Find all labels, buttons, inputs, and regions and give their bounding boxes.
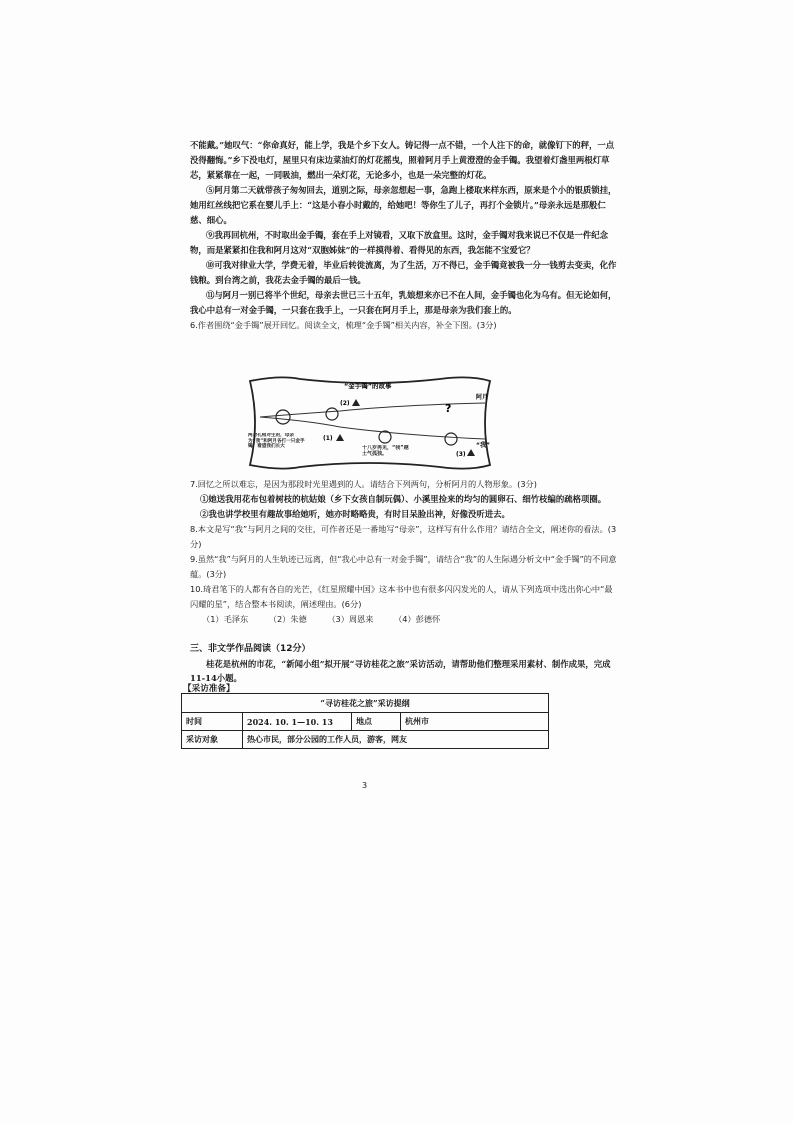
question-6: 6.作者围绕“金手镯”展开回忆。阅读全文，梳理“金手镯”相关内容，补全下图。(3分) — [190, 320, 497, 330]
passage-paragraph: ⑨我再回杭州，不时取出金手镯，套在手上对镜看，又取下放盒里。这时，金手镯对我来说已不仅是一件纪念物，而是紧紧扣住我和阿月这对“双胞姊妹”的一样摸得着、看得见的东西，我怎能不宝爱它？ — [190, 230, 608, 255]
passage-paragraph: ⑪与阿月一别已将半个世纪，母亲去世已三十五年，乳娘想来亦已不在人间，金手镯也化为乌有。但无论如何，我心中总有一对金手镯，一只套在我手上，一只套在阿月手上，那是母亲为我们套上的。 — [190, 290, 617, 315]
section-3-intro-text: 桂花是杭州的市花，“新闻小组”拟开展“寻访桂花之旅”采访活动，请帮助他们整理采用素材、制作成果，完成11-14小题。 — [190, 659, 611, 683]
node-circle — [445, 433, 457, 445]
page-number: 3 — [362, 781, 368, 790]
label-ayue: 阿月 — [476, 394, 489, 401]
section-3-title: 三、非文学作品阅读（12分） — [190, 644, 311, 654]
option-item: （4）彭德怀 — [394, 614, 441, 624]
place-value: 杭州市 — [401, 713, 549, 731]
blank-1-label: (1) — [323, 435, 333, 442]
interview-outline-table — [181, 693, 549, 749]
question-mark: ? — [445, 402, 452, 415]
bracelet-story-diagram — [240, 373, 498, 473]
time-label: 时间 — [182, 713, 243, 731]
marker-triangle — [352, 399, 360, 406]
reading-passage — [190, 138, 620, 333]
option-item: （1）毛泽东 — [202, 614, 249, 624]
section-3-intro — [190, 657, 620, 685]
table-caption: “寻访桂花之旅”采访提纲 — [182, 694, 549, 713]
note-middle-box — [362, 445, 412, 465]
note-middle: 十八岁再见，“我”越土气孤独。 — [362, 445, 409, 457]
note-left: 两对孔相对生的，母亲为“我”和阿月各打一只金手镯，看望我们长大 — [248, 433, 305, 450]
questions-block — [190, 477, 620, 627]
question-9: 9.虽然“我”与阿月的人生轨迹已远离，但“我心中总有一对金手镯”，请结合“我”的人生际遇分析文中“金手镯”的不同意蕴。(3分) — [190, 554, 617, 579]
question-7-sentence-1: ①她送我用花布包着树枝的杭姑娘（乡下女孩自制玩偶）、小溪里捡来的均匀的圆卵石、细竹枝编的疏格项圈。 — [200, 494, 607, 504]
target-value: 热心市民，部分公园的工作人员，游客，网友 — [243, 731, 549, 749]
node-circle — [326, 408, 338, 420]
option-item: （3）周恩来 — [327, 614, 374, 624]
question-10: 10.琦君笔下的人都有各自的光芒，《红星照耀中国》这本书中也有很多闪闪发光的人，请从下列选项中选出你心中“最闪耀的星”，结合整本书阅读，阐述理由。(6分) — [190, 584, 613, 609]
blank-2-label: (2) — [340, 400, 350, 407]
marker-triangle — [467, 449, 475, 456]
time-value: 2024. 10. 1—10. 13 — [243, 713, 352, 731]
blank-3-label: (3) — [456, 451, 466, 458]
passage-paragraph: ⑤阿月第二天就带孩子匆匆回去，道别之际，母亲忽想起一事，急跑上楼取来样东西，原来是个小的银质锁挂，她用红丝线把它系在婴儿手上：“这是小春小时戴的，给她吧！等你生了儿子，再打个金锁片。”母亲永远是那般仁慈、细心。 — [190, 185, 617, 225]
table-row — [182, 713, 549, 731]
option-item: （2）朱德 — [268, 614, 307, 624]
question-8: 8.本文是写“我”与阿月之间的交往，可作者还是一番地写“母亲”，这样写有什么作用？请结合全文，阐述你的看法。(3分) — [190, 524, 617, 549]
question-7: 7.回忆之所以难忘，是因为那段时光里遇到的人。请结合下列两句，分析阿月的人物形象。(3分) — [190, 479, 537, 489]
table-row — [182, 731, 549, 749]
question-7-sentence-2: ②我也讲学校里有趣故事给她听，她亦时略略贵，有时目呆脸出神，好像没听进去。 — [200, 509, 510, 519]
passage-paragraph: 不能戴。”她叹气：“你命真好，能上学，我是个乡下女人。铸记得一点不错，一个人注下的命，就像钉下的秤，一点没得翻悔。”乡下没电灯，屋里只有床边菜油灯的灯花摇曳，照着阿月手上黄澄澄的金手镯。我望着灯盏里两根灯草芯，紧紧靠在一起，一同吸油，燃出一朵灯花，无论多小，也是一朵完整的灯花。 — [190, 140, 615, 180]
prep-heading: 【采访准备】 — [183, 684, 235, 694]
label-wo: “我” — [476, 442, 490, 449]
table-row — [182, 694, 549, 713]
diagram-svg — [240, 373, 498, 473]
diagram-title: “金手镯”的故事 — [344, 382, 392, 390]
passage-paragraph: ⑩可我对律业大学，学费无着，毕业后转徙流离，为了生活，万不得已，金手镯竟被我一分一钱剪去变卖，化作钱粮。到台湾之前，我花去金手镯的最后一钱。 — [190, 260, 617, 285]
place-label: 地点 — [352, 713, 401, 731]
marker-triangle — [336, 434, 344, 441]
note-left-box — [248, 433, 310, 461]
target-label: 采访对象 — [182, 731, 243, 749]
question-10-options — [190, 612, 620, 627]
node-circle — [276, 410, 290, 424]
node-circle — [379, 431, 391, 443]
